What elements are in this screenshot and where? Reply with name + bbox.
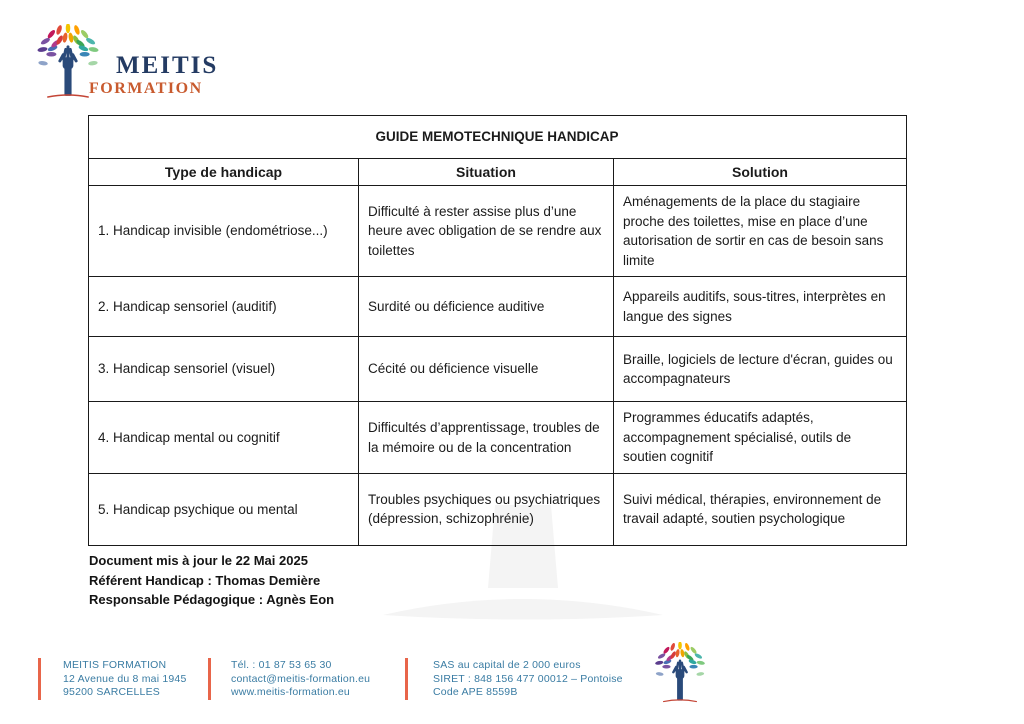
footer-siret: SIRET : 848 156 477 00012 – Pontoise <box>433 672 623 685</box>
footer-phone: Tél. : 01 87 53 65 30 <box>231 659 332 671</box>
cell-type: 4. Handicap mental ou cognitif <box>89 402 359 474</box>
note-updated-date: Document mis à jour le 22 Mai 2025 <box>89 553 308 568</box>
footer-address-block <box>63 659 187 700</box>
footer-divider-bar <box>208 658 211 700</box>
handicap-guide-table <box>88 115 907 546</box>
logo-wordmark-meitis: MEITIS <box>116 52 219 79</box>
footer-legal-block <box>433 659 623 700</box>
cell-situation: Surdité ou déficience auditive <box>359 277 614 337</box>
table-row <box>89 473 907 545</box>
cell-solution: Braille, logiciels de lecture d'écran, guides ou accompagnateurs <box>614 337 907 402</box>
footer-company-name: MEITIS FORMATION <box>63 659 167 671</box>
footer-divider-bar <box>405 658 408 700</box>
cell-solution: Suivi médical, thérapies, environnement de travail adapté, soutien psychologique <box>614 473 907 545</box>
column-header-situation: Situation <box>359 159 614 186</box>
column-header-solution: Solution <box>614 159 907 186</box>
footer-email: contact@meitis-formation.eu <box>231 672 371 685</box>
cell-type: 1. Handicap invisible (endométriose...) <box>89 186 359 277</box>
table-header-row <box>89 159 907 186</box>
table-row <box>89 186 907 277</box>
cell-situation: Difficulté à rester assise plus d’une heure avec obligation de se rendre aux toilettes <box>359 186 614 277</box>
cell-solution: Programmes éducatifs adaptés, accompagnement spécialisé, outils de soutien cognitif <box>614 402 907 474</box>
footer-capital: SAS au capital de 2 000 euros <box>433 659 581 671</box>
table-title: GUIDE MEMOTECHNIQUE HANDICAP <box>89 116 907 159</box>
note-referent-handicap: Référent Handicap : Thomas Demière <box>89 572 321 588</box>
cell-situation: Troubles psychiques ou psychiatriques (dépression, schizophrénie) <box>359 473 614 545</box>
cell-type: 5. Handicap psychique ou mental <box>89 473 359 545</box>
cell-situation: Cécité ou déficience visuelle <box>359 337 614 402</box>
cell-type: 3. Handicap sensoriel (visuel) <box>89 337 359 402</box>
document-notes <box>89 551 334 610</box>
cell-solution: Aménagements de la place du stagiaire proche des toilettes, mise en place d’une autorisation de sortir en cas de besoin sans limite <box>614 186 907 277</box>
footer-contact-block <box>231 659 370 700</box>
cell-solution: Appareils auditifs, sous-titres, interprètes en langue des signes <box>614 277 907 337</box>
footer-ape-code: Code APE 8559B <box>433 686 518 698</box>
footer-website: www.meitis-formation.eu <box>231 686 350 698</box>
table-row <box>89 277 907 337</box>
logo <box>22 18 222 108</box>
page-footer <box>0 652 1024 712</box>
footer-city: 95200 SARCELLES <box>63 686 160 698</box>
note-responsable-pedagogique: Responsable Pédagogique : Agnès Eon <box>89 592 335 607</box>
cell-situation: Difficultés d’apprentissage, troubles de la mémoire ou de la concentration <box>359 402 614 474</box>
logo-wordmark-formation: FORMATION <box>89 80 203 97</box>
footer-tree-hand-icon <box>650 642 710 704</box>
cell-type: 2. Handicap sensoriel (auditif) <box>89 277 359 337</box>
column-header-type: Type de handicap <box>89 159 359 186</box>
table-row <box>89 337 907 402</box>
footer-street: 12 Avenue du 8 mai 1945 <box>63 672 187 685</box>
table-title-row <box>89 116 907 159</box>
table-row <box>89 402 907 474</box>
footer-divider-bar <box>38 658 41 700</box>
